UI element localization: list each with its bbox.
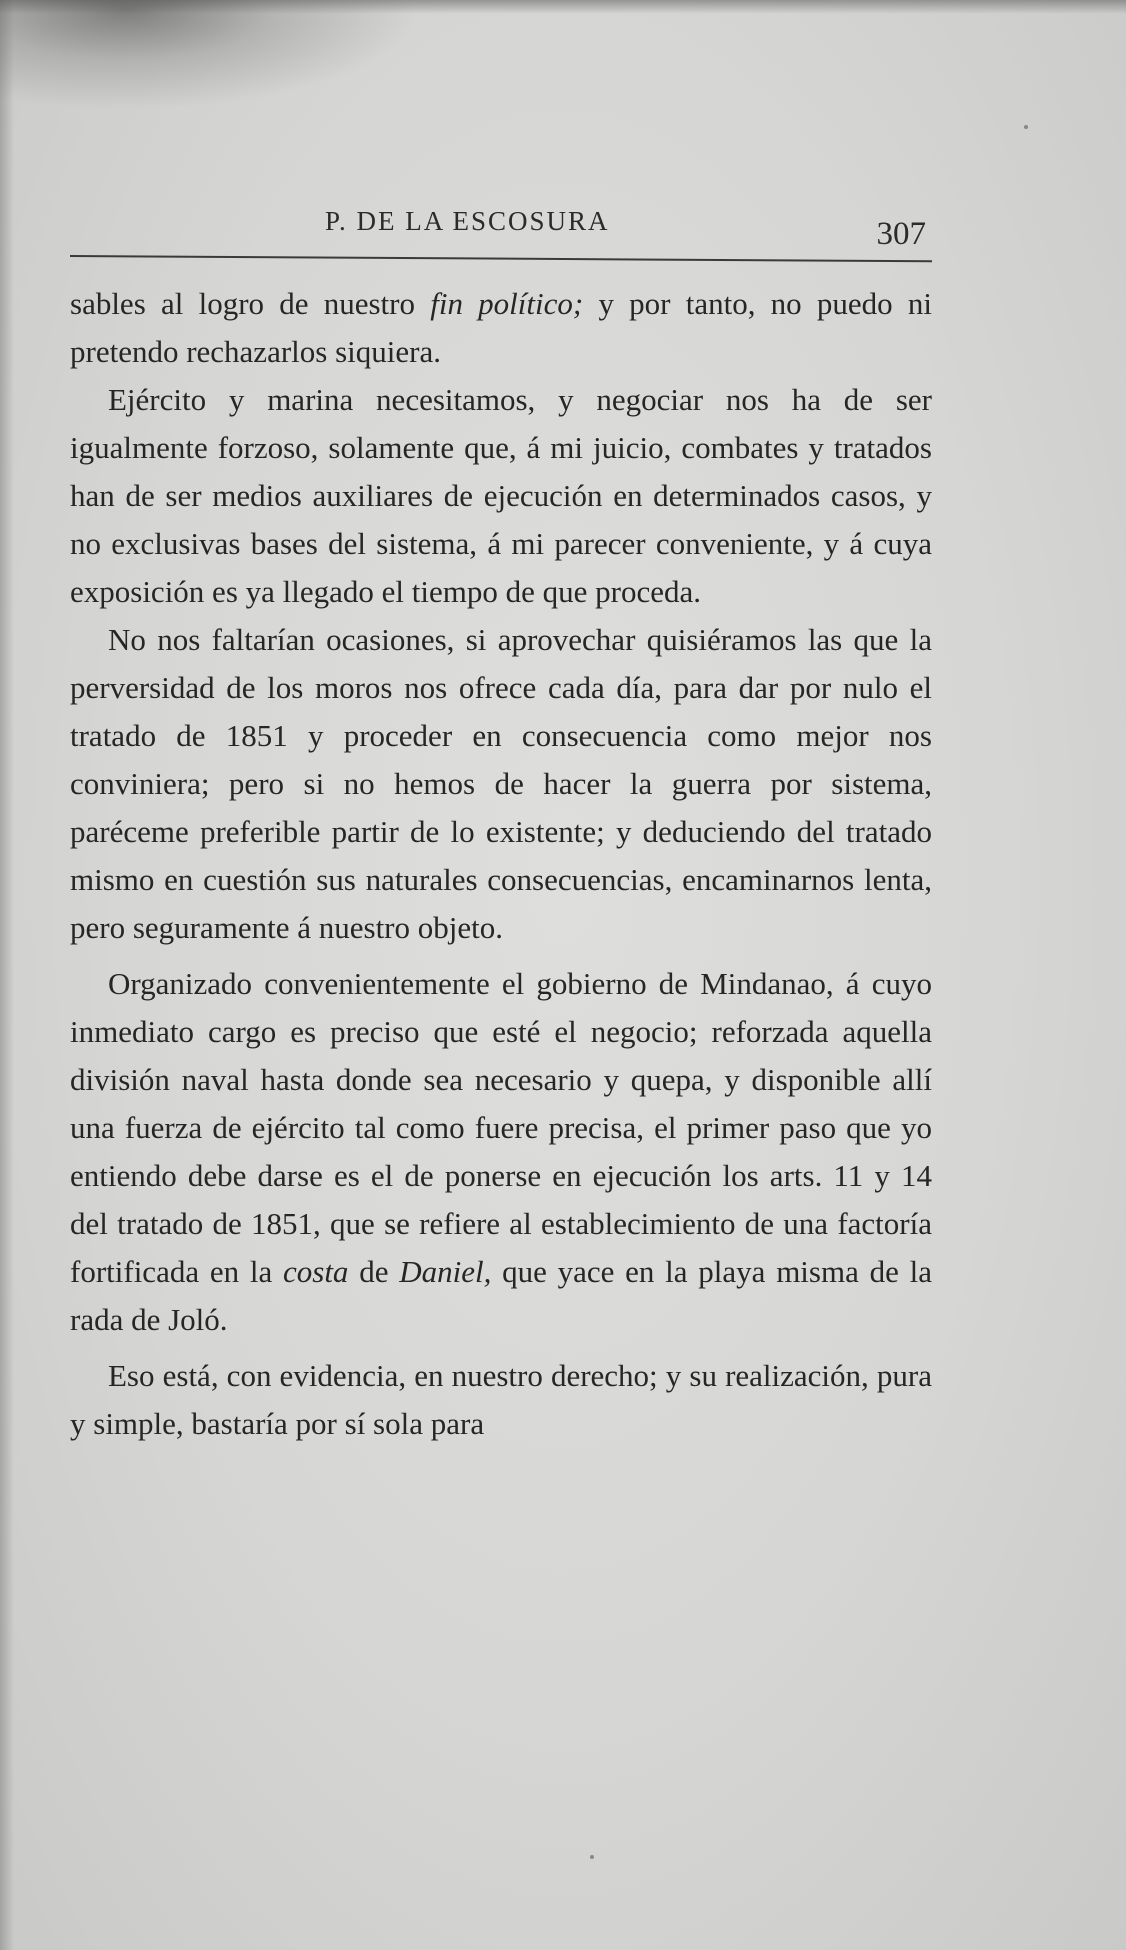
paragraph-4-text-a: Organizado convenientemente el gobierno de Mindanao, á cuyo inmediato cargo es preciso que esté el negocio; reforzada aquella división naval hasta donde sea necesario y quepa, y disponible allí una fuerza de ejército tal como fuere precisa, el primer paso que yo entiendo debe darse es el de ponerse en ejecución los arts. 11 y 14 del tratado de 1851, que se refiere al establecimiento de una factoría fortificada en la [70,966,932,1289]
page-left-shadow [0,0,14,1950]
paragraph-4-text-c: que yace en la playa misma de la rada de Joló. [70,1254,933,1337]
running-head: P. DE LA ESCOSURA [325,206,610,236]
paragraph-5: Eso está, con evidencia, en nuestro derecho; y su realización, pura y simple, bastaría por sí sola para [70,1358,932,1441]
paragraph-3: No nos faltarían ocasiones, si aprovechar quisiéramos las que la perversidad de los moros nos ofrece cada día, para dar por nulo el tratado de 1851 y proceder en consecuencia como mejor nos conviniera; pero si no hemos de hacer la guerra por sistema, paréceme preferible partir de lo existente; y deduciendo del tratado mismo en cuestión sus naturales consecuencias, encaminarnos lenta, pero seguramente á nuestro objeto. [70,622,932,945]
paragraph-2: Ejército y marina necesitamos, y negociar nos ha de ser igualmente forzoso, solamente que, á mi juicio, combates y tratados han de ser medios auxiliares de ejecución en determinados casos, y no exclusivas bases del sistema, á mi parecer conveniente, y á cuya exposición es ya llegado el tiempo de que proceda. [70,382,932,609]
paragraph-1 [70,280,932,376]
paper-speck [1024,125,1028,129]
paragraph-1-italic: fin político; [430,286,584,321]
paper-speck [590,1855,594,1859]
paragraph-4-italic-daniel: Daniel, [399,1254,492,1289]
header-rule [70,255,932,262]
page-number: 307 [876,216,926,252]
paragraph-1-text-a: sables al logro de nuestro [70,286,431,321]
paragraph-4-text-b: de [348,1254,400,1289]
paragraph-4-italic-costa: costa [283,1254,349,1289]
page-smudge [0,0,420,110]
paragraph-1-text-b: y por tanto, no puedo ni pretendo rechazarlos siquiera. [70,286,933,369]
body-text [70,280,932,1448]
paragraph-4 [70,960,932,1344]
page-header [70,196,932,260]
